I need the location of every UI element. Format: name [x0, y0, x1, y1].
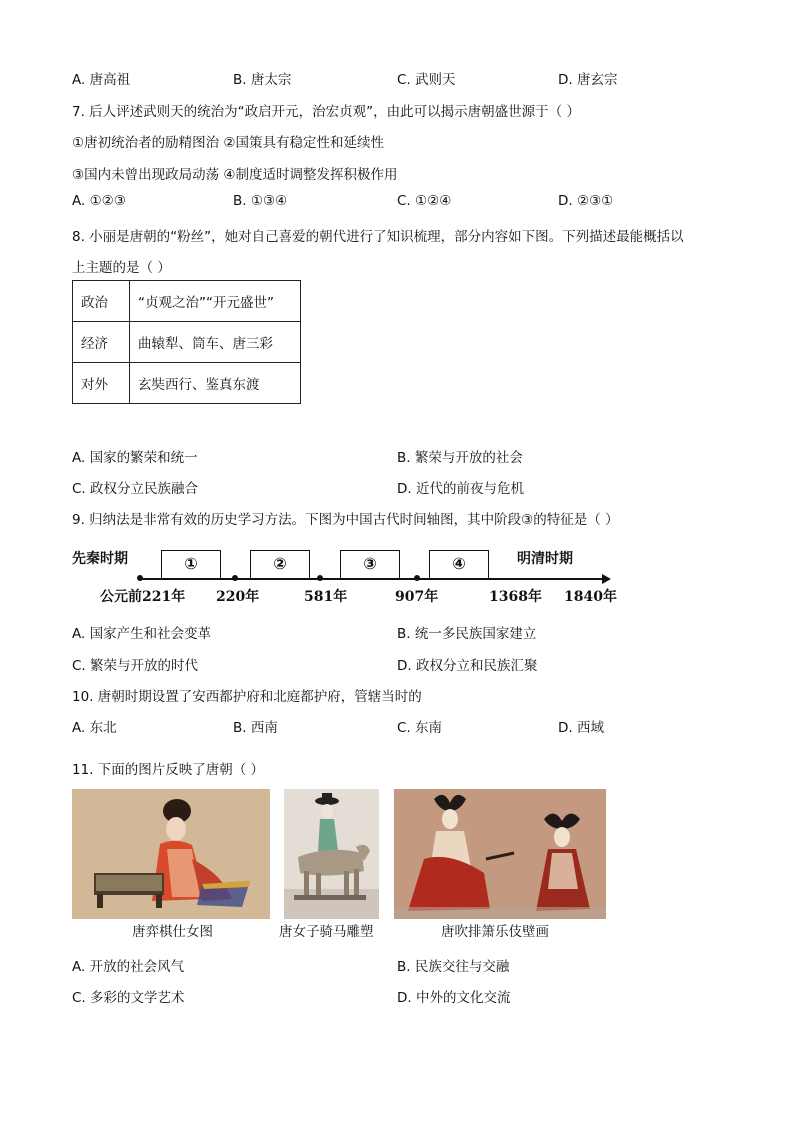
- timeline-stage-4: ④: [429, 550, 489, 578]
- q9-option-c: C. 繁荣与开放的时代: [72, 658, 199, 674]
- timeline-year: 220年: [216, 589, 260, 605]
- q10-stem: 10. 唐朝时期设置了安西都护府和北庭都护府，管辖当时的: [72, 689, 422, 705]
- q7-option-b: B. ①③④: [233, 193, 288, 209]
- q10-option-b: B. 西南: [233, 720, 278, 736]
- caption-musician-mural: 唐吹排箫乐伎壁画: [441, 924, 549, 940]
- picture-woman-riding-horse: [284, 789, 379, 919]
- q9-option-a: A. 国家产生和社会变革: [72, 626, 212, 642]
- table-row: [73, 322, 301, 363]
- timeline-dot: [317, 575, 323, 581]
- caption-go-playing-lady: 唐弈棋仕女图: [132, 924, 213, 940]
- timeline-year: 907年: [395, 589, 439, 605]
- timeline-year: 1368年: [489, 589, 542, 605]
- q11-option-a: A. 开放的社会风气: [72, 959, 185, 975]
- q6-option-c: C. 武则天: [397, 72, 456, 88]
- q10-option-c: C. 东南: [397, 720, 443, 736]
- table-value: 玄奘西行、鉴真东渡: [130, 363, 301, 404]
- q10-option-d: D. 西域: [558, 720, 604, 736]
- q8-option-b: B. 繁荣与开放的社会: [397, 450, 523, 466]
- timeline-stage-3: ③: [340, 550, 400, 578]
- timeline-dot: [232, 575, 238, 581]
- q8-option-a: A. 国家的繁荣和统一: [72, 450, 198, 466]
- q9-option-d: D. 政权分立和民族汇聚: [397, 658, 538, 674]
- q11-option-d: D. 中外的文化交流: [397, 990, 511, 1006]
- q8-stem-line1: 8. 小丽是唐朝的“粉丝”，她对自己喜爱的朝代进行了知识梳理，部分内容如下图。下列描述最能概括以: [72, 229, 684, 245]
- table-value: 曲辕犁、筒车、唐三彩: [130, 322, 301, 363]
- timeline-left-era: 先秦时期: [72, 551, 128, 567]
- q7-statements-1: ①唐初统治者的励精图治 ②国策具有稳定性和延续性: [72, 135, 384, 151]
- q7-stem: 7. 后人评述武则天的统治为“政启开元，治宏贞观”，由此可以揭示唐朝盛世源于（ ）: [72, 104, 580, 120]
- q11-option-b: B. 民族交往与交融: [397, 959, 510, 975]
- table-row: [73, 281, 301, 322]
- q7-option-d: D. ②③①: [558, 193, 614, 209]
- q8-option-c: C. 政权分立民族融合: [72, 481, 199, 497]
- table-key: 政治: [73, 281, 130, 322]
- q6-option-a: A. 唐高祖: [72, 72, 131, 88]
- q6-option-b: B. 唐太宗: [233, 72, 292, 88]
- timeline-year: 581年: [304, 589, 348, 605]
- q6-option-d: D. 唐玄宗: [558, 72, 618, 88]
- q7-statements-2: ③国内未曾出现政局动荡 ④制度适时调整发挥积极作用: [72, 167, 398, 183]
- table-key: 经济: [73, 322, 130, 363]
- timeline-axis: [140, 578, 604, 580]
- q10-option-a: A. 东北: [72, 720, 117, 736]
- q11-stem: 11. 下面的图片反映了唐朝（ ）: [72, 762, 265, 778]
- caption-woman-riding-horse: 唐女子骑马雕塑: [279, 924, 374, 940]
- q9-option-b: B. 统一多民族国家建立: [397, 626, 537, 642]
- q8-option-d: D. 近代的前夜与危机: [397, 481, 524, 497]
- q11-option-c: C. 多彩的文学艺术: [72, 990, 185, 1006]
- picture-musician-mural: [394, 789, 606, 919]
- q8-stem-line2: 上主题的是（ ）: [72, 260, 171, 276]
- timeline-year: 1840年: [564, 589, 617, 605]
- timeline-stage-2: ②: [250, 550, 310, 578]
- q9-stem: 9. 归纳法是非常有效的历史学习方法。下图为中国古代时间轴图，其中阶段③的特征是（ ）: [72, 512, 619, 528]
- timeline-right-era: 明清时期: [517, 551, 573, 567]
- q8-knowledge-table: [72, 280, 301, 404]
- picture-go-playing-lady: [72, 789, 270, 919]
- q7-option-a: A. ①②③: [72, 193, 126, 209]
- timeline-arrow-icon: [602, 574, 611, 584]
- timeline-dot: [137, 575, 143, 581]
- q7-option-c: C. ①②④: [397, 193, 452, 209]
- timeline-year: 公元前221年: [100, 589, 186, 605]
- q9-timeline: [72, 544, 617, 604]
- table-key: 对外: [73, 363, 130, 404]
- timeline-stage-1: ①: [161, 550, 221, 578]
- table-value: “贞观之治”“开元盛世”: [130, 281, 301, 322]
- table-row: [73, 363, 301, 404]
- timeline-dot: [414, 575, 420, 581]
